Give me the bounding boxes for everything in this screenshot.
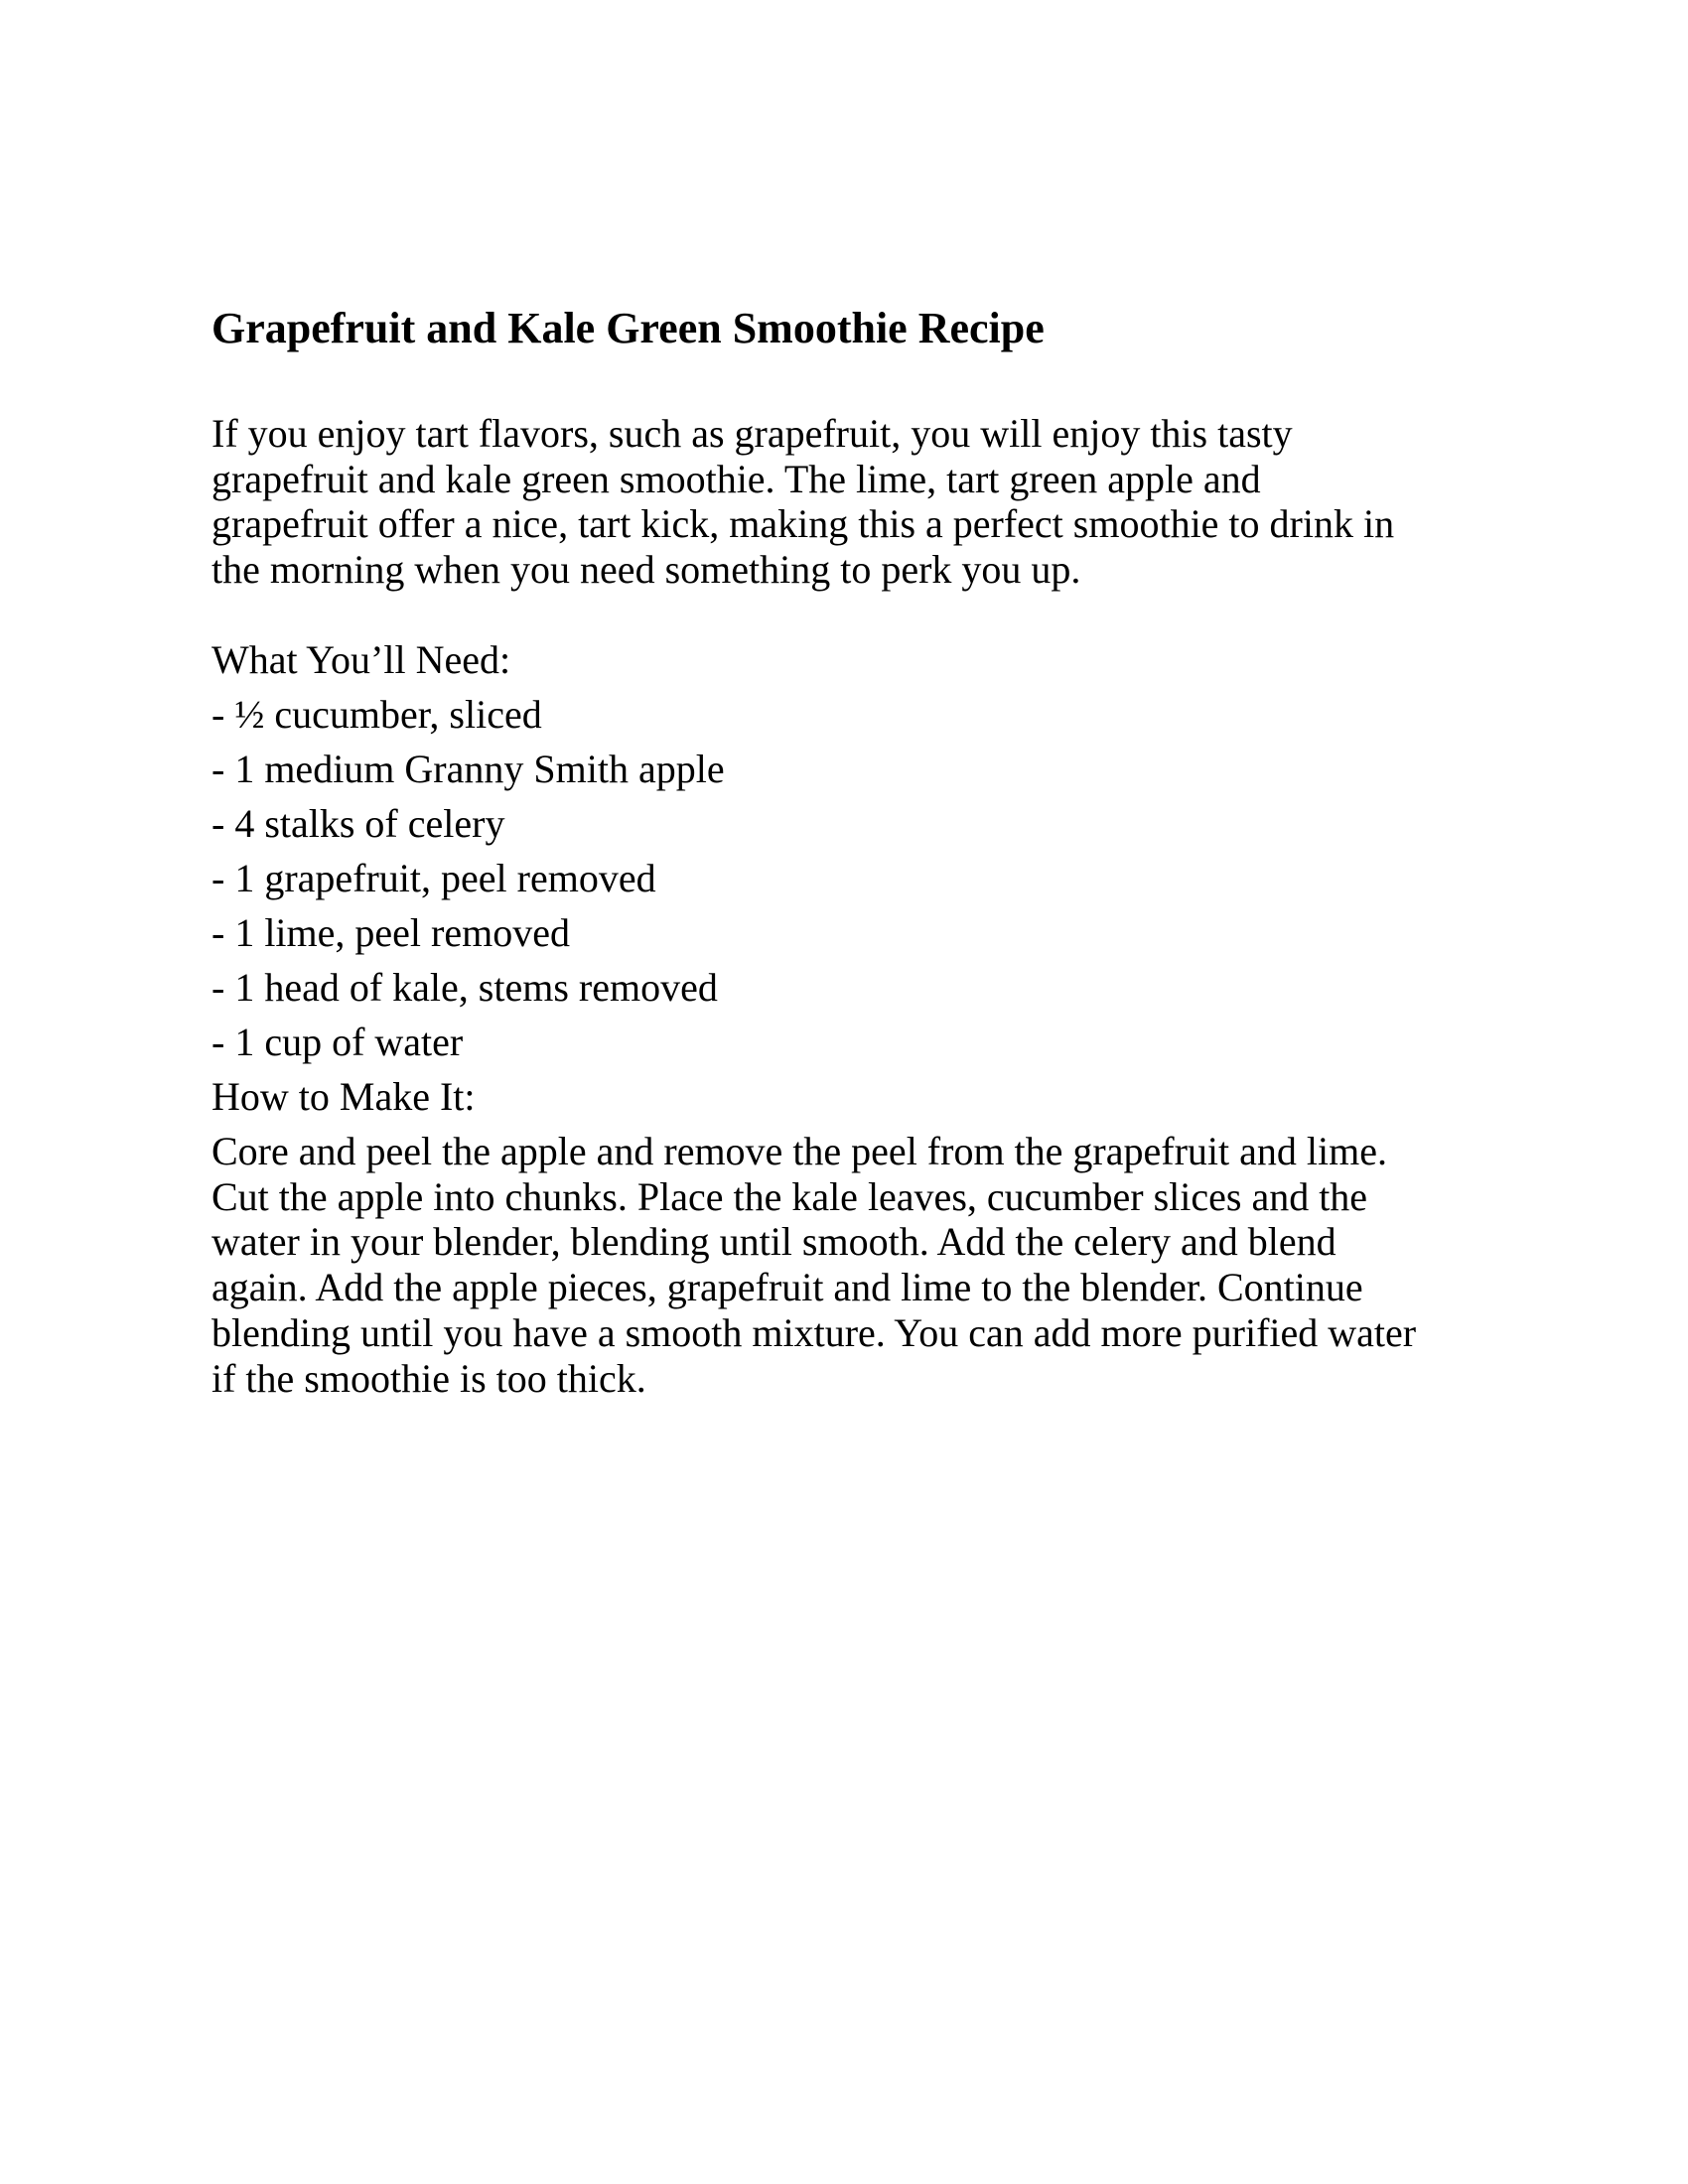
ingredient-item: - 1 grapefruit, peel removed — [211, 856, 656, 900]
method-paragraph — [211, 1129, 1492, 1401]
method-line: if the smoothie is too thick. — [211, 1355, 646, 1401]
ingredients-heading: What You’ll Need: — [211, 637, 511, 682]
method-line: blending until you have a smooth mixture. You can add more purified water — [211, 1309, 1417, 1355]
intro-paragraph — [211, 411, 1492, 592]
ingredient-item: - 1 head of kale, stems removed — [211, 965, 718, 1010]
intro-line: the morning when you need something to perk you up. — [211, 546, 1081, 592]
ingredient-item: - 1 cup of water — [211, 1020, 464, 1064]
ingredient-item: - 4 stalks of celery — [211, 801, 505, 846]
intro-line: grapefruit offer a nice, tart kick, making this a perfect smoothie to drink in — [211, 501, 1395, 546]
method-line: water in your blender, blending until smooth. Add the celery and blend — [211, 1219, 1336, 1265]
intro-line: grapefruit and kale green smoothie. The lime, tart green apple and — [211, 456, 1261, 501]
ingredient-item: - 1 medium Granny Smith apple — [211, 747, 725, 791]
ingredient-item: - ½ cucumber, sliced — [211, 692, 542, 737]
document-body — [211, 294, 1492, 1401]
method-line: again. Add the apple pieces, grapefruit and lime to the blender. Continue — [211, 1265, 1363, 1310]
intro-line: If you enjoy tart flavors, such as grapefruit, you will enjoy this tasty — [211, 411, 1293, 456]
ingredient-item: - 1 lime, peel removed — [211, 910, 570, 955]
recipe-title: Grapefruit and Kale Green Smoothie Recipe — [211, 304, 1045, 352]
method-line: Core and peel the apple and remove the peel from the grapefruit and lime. — [211, 1129, 1387, 1173]
method-heading: How to Make It: — [211, 1074, 476, 1119]
method-line: Cut the apple into chunks. Place the kale leaves, cucumber slices and the — [211, 1173, 1368, 1219]
